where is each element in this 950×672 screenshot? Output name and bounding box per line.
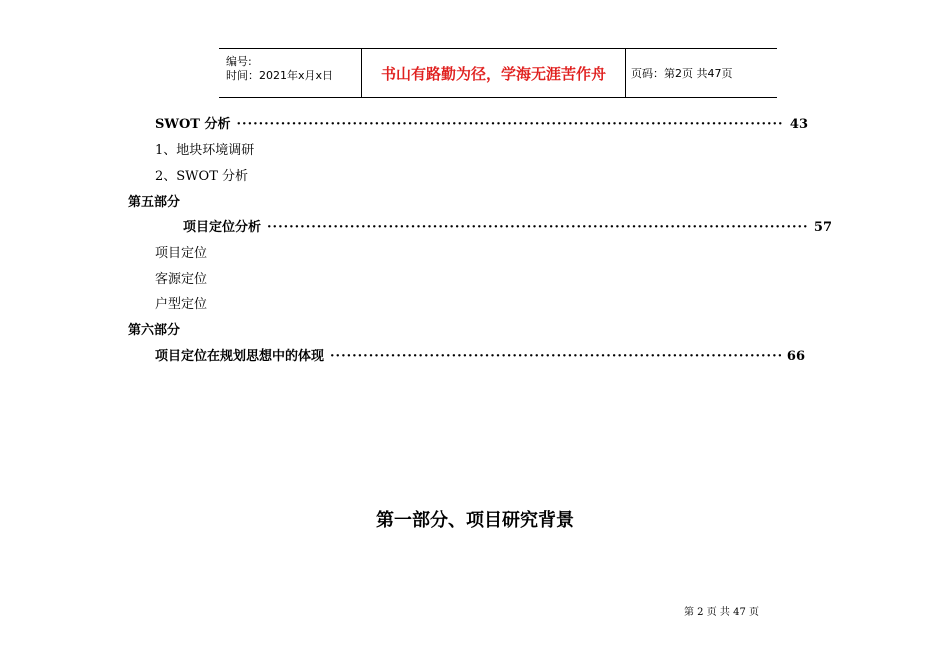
toc-entry-unit-positioning[interactable]: 户型定位: [155, 297, 208, 312]
toc-entry-swot-analysis[interactable]: 2、SWOT 分析: [155, 169, 248, 184]
toc-part-five[interactable]: 第五部分: [128, 195, 181, 210]
toc-entry-label: SWOT 分析: [155, 117, 231, 132]
toc-page-number: 57: [813, 220, 832, 235]
document-number-label: 编号:: [226, 55, 252, 68]
page-header: [219, 48, 777, 98]
header-meta-cell: [219, 49, 362, 97]
toc-entry-label: 项目定位分析: [183, 220, 262, 235]
toc-entry-site-research[interactable]: 1、地块环境调研: [155, 143, 255, 158]
toc-entry-label: 项目定位在规划思想中的体现: [155, 349, 325, 364]
toc-entry-planning-embodiment[interactable]: [155, 345, 805, 364]
page-footer: 第 2 页 共 47 页: [684, 607, 759, 618]
toc-leader-dots: [330, 349, 781, 364]
toc-entry-positioning-analysis[interactable]: [183, 216, 832, 235]
toc-entry-swot[interactable]: [155, 113, 808, 132]
toc-entry-customer-positioning[interactable]: 客源定位: [155, 272, 208, 287]
toc-leader-dots: [267, 220, 808, 235]
header-motto: 书山有路勤为径，学海无涯苦作舟: [362, 49, 626, 97]
document-time-label: 时间：2021年x月x日: [226, 69, 334, 82]
toc-page-number: 66: [786, 349, 805, 364]
section-title: 第一部分、项目研究背景: [376, 510, 574, 531]
toc-leader-dots: [237, 117, 784, 132]
toc-entry-project-positioning[interactable]: 项目定位: [155, 246, 208, 261]
toc-page-number: 43: [789, 117, 808, 132]
toc-part-six[interactable]: 第六部分: [128, 323, 181, 338]
header-page-info: 页码：第2页 共47页: [631, 67, 733, 80]
